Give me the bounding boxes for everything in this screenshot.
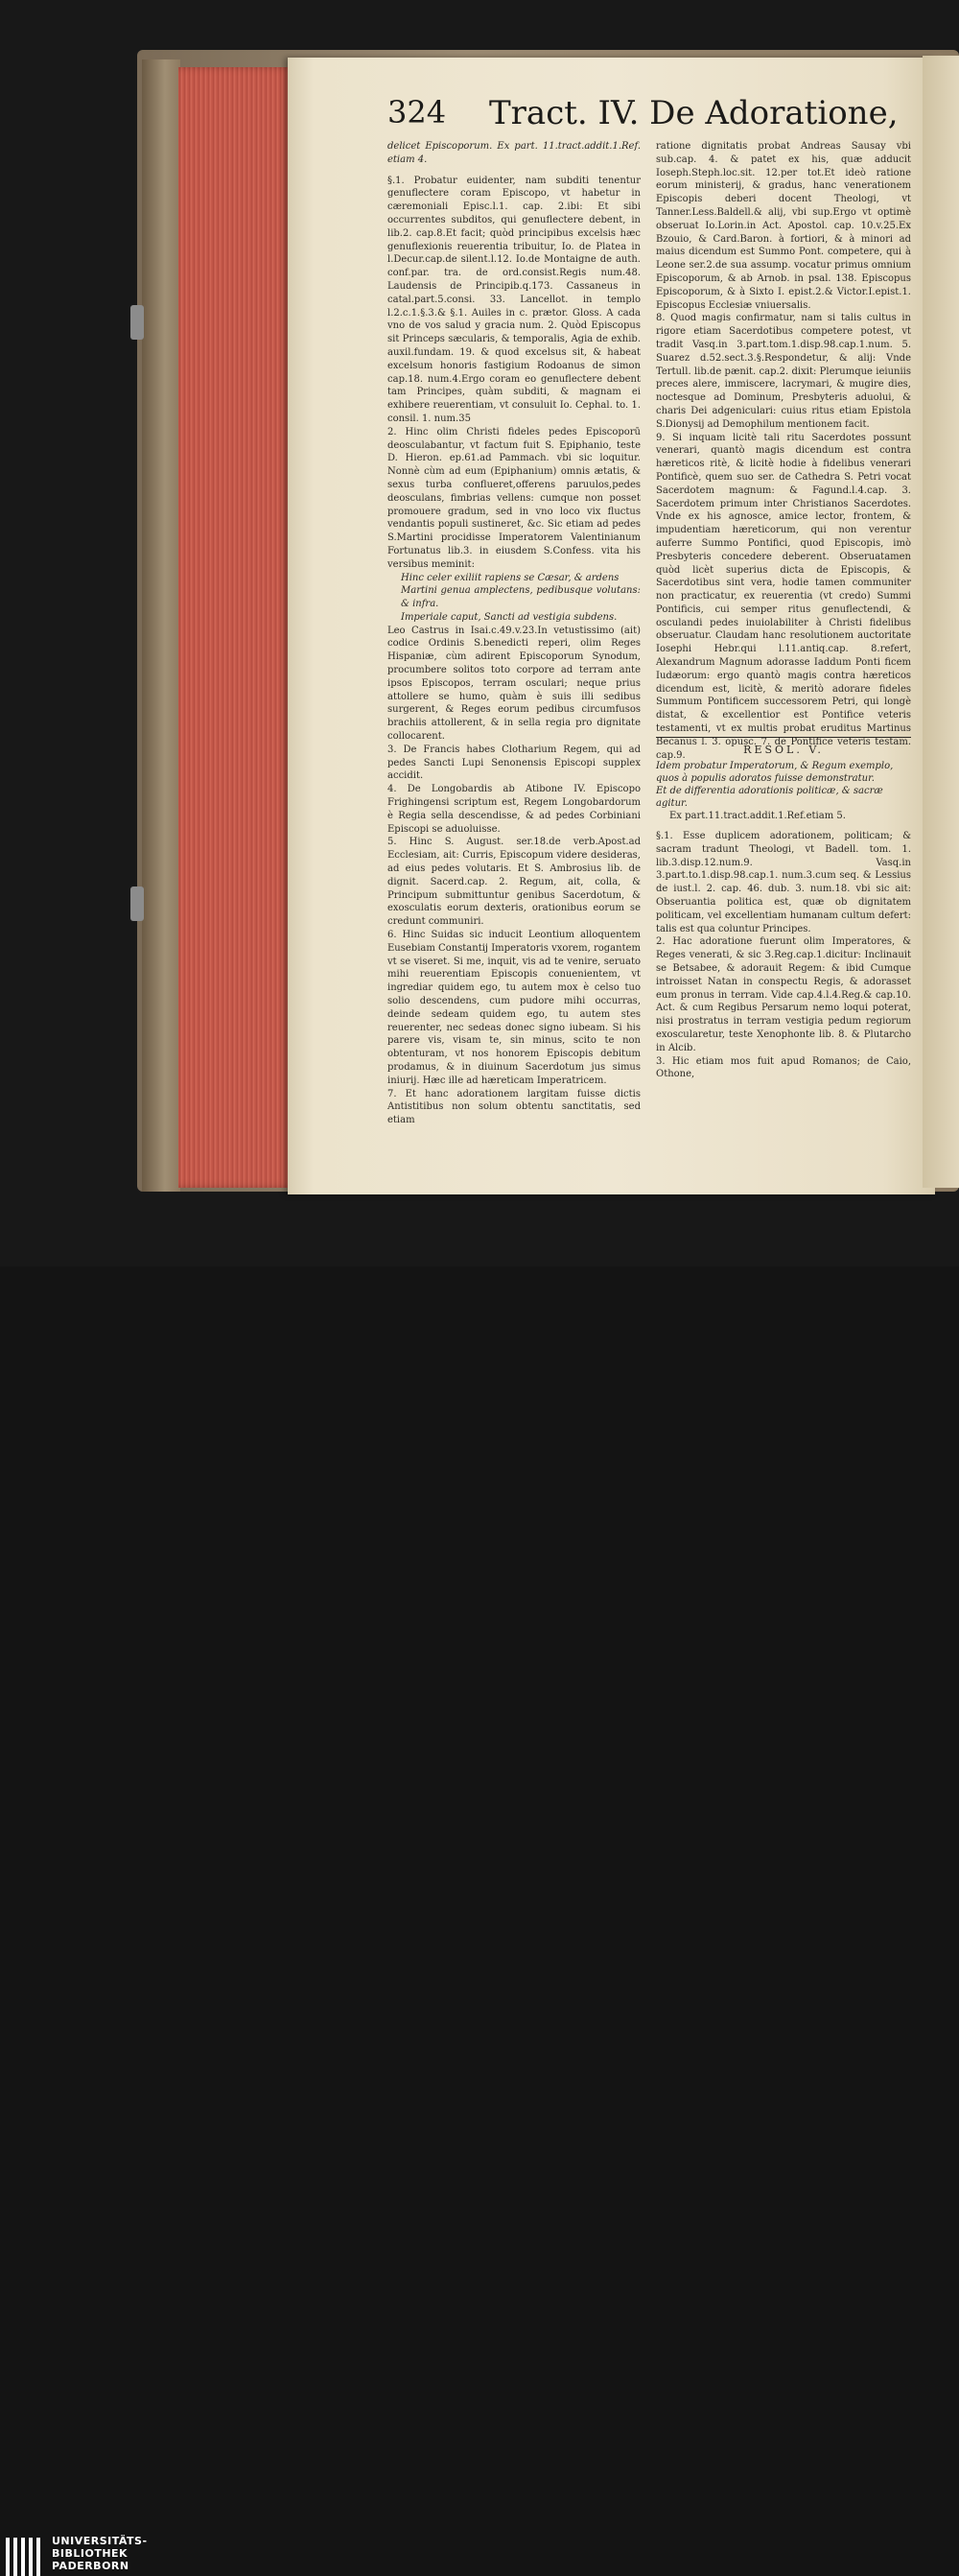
paragraph: 8. Quod magis confirmatur, nam si talis cultus in rigore etiam Sacerdotibus competere potest, vt tradit Vasq.in 3.part.tom.1.disp.98.cap.1.num. 5. Suarez d.52.sect.3.§.Respondetur, & alij: Vnde Tertull. lib.de pænit. cap.2. dixit: Plerumque ieiuniis preces alere, immiscere, lacrymari, & mugire dies, noctesque ad Dominum, Presbyteris aduolui, & charis Dei adgeniculari: cuius ritus etiam Epistola S.Dionysij ad Demophilum mentionem facit. (656, 313, 911, 430)
library-name (52, 2535, 148, 2572)
book-spine (142, 59, 180, 1192)
paragraph: 5. Hinc S. August. ser.18.de verb.Apost.ad Ecclesiam, ait: Curris, Episcopum videre desideras, ad eius pedes volutaris. Et S. Ambrosius lib. de dignit. Sacerd.cap. 2. Regum, ait, colla, & Principum submittuntur genibus Sacerdotum, & exosculatis eorum dexteris, orationibus eorum se credunt communiri. (387, 837, 641, 928)
verse-line: Martini genua amplectens, pedibusque volutans: & infra. (401, 585, 641, 610)
paragraph: 3. De Francis habes Clotharium Regem, qui ad pedes Sancti Lupi Senonensis Episcopi supplex accidit. (387, 744, 641, 782)
paragraph: 4. De Longobardis ab Atibone IV. Episcopo Frighingensi scriptum est, Regem Longobardorum è Regia sella descendisse, & ad pedes Corbiniani Episcopi se aduoluisse. (387, 784, 641, 835)
clasp-bottom (130, 886, 144, 921)
paragraph: 6. Hinc Suidas sic inducit Leontium alloquentem Eusebiam Constantij Imperatoris vxorem, rogantem vt se viseret. Si me, inquit, vis ad te venire, seruato mihi reuerentiam Episcopis conuenientem, vt ingrediar quidem ego, tu autem mox è celso tuo solio descendens, cum pudore mihi occurras, deinde sedeam quidem ego, tu autem stes reuerenter, nec sedeas donec signo iubeam. Si his parere vis, visam te, sin minus, scito te non obtenturam, vt nos honorem Episcopis debitum prodamus, & in diuinum Sacerdotum jus simus iniurij. Hæc ille ad hæreticam Imperatricem. (387, 930, 641, 1086)
library-name-line: BIBLIOTHEK (52, 2547, 129, 2560)
right-text-column (656, 140, 911, 762)
library-logo-icon (6, 2538, 46, 2576)
clasp-top (130, 305, 144, 340)
paragraph: 9. Si inquam licitè tali ritu Sacerdotes possunt venerari, quantò magis dicendum est contra hæreticos ritè, & licitè hodie à fidelibus venerari Pontificè, quem suo ser. de Cathedra S. Petri vocat Sacerdotem magnum: & Fagund.l.4.cap. 3. Sacerdotem primum inter Christianos Sacerdotes. Vnde ex his agnosce, amice lector, frontem, & impudentiam hæreticorum, qui non verentur auferre Summo Pontifici, quod Episcopis, imò Presbyteris concedere deberent. Obseruatamen quòd licèt superius dicta de Episcopis, & Sacerdotibus sint vera, hodie tamen communiter non practicatur, ex reuerentia (vt credo) Summi Pontificis, cui semper ritus genuflectendi, & osculandi pedes inuiolabiliter à Christi fidelibus obseruatur. Claudam hanc resolutionem auctoritate Iosephi Hebr.qui l.11.antiq.cap. 8.refert, Alexandrum Magnum adorasse Iaddum Ponti ficem Iudæorum: ergo quantò magis contra hæreticos dicendum est, licitè, & meritò adorare fideles Summum Pontificem successorem Petri, qui longè distat, & excellentior est Pontifice veteris testamenti, vt ex multis probat eruditus Martinus Becanus l. 3. opusc. 7. de Pontifice veteris testam. cap.9. (656, 432, 911, 761)
library-footer (0, 1266, 959, 2572)
paragraph: ratione dignitatis probat Andreas Sausay vbi sub.cap. 4. & patet ex his, quæ adducit Ioseph.Steph.loc.sit. 12.per tot.Et ideò ratione eorum ministerij, & gradus, hanc venerationem Episcopis deberi docent Theologi, vt Tanner.Less.Baldell.& alij, vbi sup.Ergo vt optimè obseruat Io.Lorin.in Act. Apostol. cap. 10.v.25.Ex Bzouio, & Card.Baron. à fortiori, & à minori ad maius dicendum est Summo Pont. competere, qui à Leone ser.2.de sua assump. vocatur primus omnium Episcoporum, & ab Arnob. in psal. 138. Episcopus Episcoporum, & à Sixto I. epist.2.& Victor.I.epist.1. Episcopus Ecclesiæ vniuersalis. (656, 141, 911, 311)
resolution-section (656, 737, 911, 1081)
paragraph: 2. Hac adoratione fuerunt olim Imperatores, & Reges venerati, & sic 3.Reg.cap.1.dicitur: Inclinauit se Betsabee, & adorauit Regem: & ibid Cumque introisset Natan in conspectu Regis, & adorasset eum pronus in terram. Vide cap.4.l.4.Reg.& cap.10. Act. & cum Regibus Persarum nemo loqui poterat, nisi prostratus in terram vestigia pedum regiorum exoscularetur, teste Xenophonte lib. 8. & Plutarcho in Alcib. (656, 936, 911, 1053)
paragraph: §.1. Esse duplicem adorationem, politicam; & sacram tradunt Theologi, vt Badell. tom. 1. lib.3.disp.12.num.9. Vasq.in 3.part.to.1.disp.98.cap.1. num.3.cum seq. & Lessius de iust.l. 2. cap. 46. dub. 3. num.18. vbi sic ait: Obseruantia politica est, quæ ob dignitatem politicam, vel excellentiam humanam cultum defert: talis est qua coluntur Principes. (656, 831, 911, 934)
left-text-column (387, 140, 641, 1127)
paragraph: Leo Castrus in Isai.c.49.v.23.In vetustissimo (ait) codice Ordinis S.benedicti reperi, olim Reges Hispaniæ, cùm adirent Episcoporum Synodum, procumbere solitos toto corpore ad terram ante ipsos Episcopos, terram osculari; neque prius attollere se humo, quàm è suis illi sedibus surgerent, & Reges eorum pedibus circumfusos brachiis attollerent, & in sella regia pro dignitate collocarent. (387, 625, 641, 743)
verse-line: Imperiale caput, Sancti ad vestigia subdens. (401, 611, 618, 623)
section-rule (656, 737, 911, 738)
library-name-line: PADERBORN (52, 2560, 129, 2572)
paragraph: 2. Hinc olim Christi fideles pedes Episcoporū deosculabantur, vt factum fuit S. Epiphanio, teste D. Hieron. ep.61.ad Pammach. vbi sic loquitur. Nonnè cùm ad eum (Epiphanium) omnis ætatis, & sexus turba conflueret,offerens paruulos,pedes deosculans, fimbrias vellens: cumque non posset promouere gradum, sed in vno loco vix fluctus vendantis populi sustineret, &c. Sic etiam ad pedes S.Martini procidisse Imperatorem Valentinianum Fortunatus lib.3. in eiusdem S.Confess. vita his versibus meminit: (387, 426, 641, 570)
book-scan (0, 0, 959, 1266)
resolution-source: Ex part.11.tract.addit.1.Ref.etiam 5. (669, 811, 846, 821)
running-title: Tract. IV. De Adoratione, (489, 94, 899, 132)
paragraph: 3. Hic etiam mos fuit apud Romanos; de Caio, Othone, (656, 1055, 911, 1080)
resolution-summary: Et de differentia adorationis politicæ, & sacræ agitur. (656, 786, 883, 809)
paragraph: 7. Et hanc adorationem largitam fuisse dictis Antistitibus non solum obtentu sanctitatis, sed etiam (387, 1088, 641, 1126)
facing-page-edge (923, 56, 959, 1188)
red-page-edges (178, 67, 295, 1188)
paragraph: delicet Episcoporum. Ex part. 11.tract.addit.1.Ref. etiam 4. (387, 141, 641, 165)
resolution-body (656, 830, 911, 1081)
verse-line: Hinc celer exiliit rapiens se Cæsar, & ardens (401, 572, 620, 583)
library-name-line: UNIVERSITÄTS- (52, 2535, 148, 2547)
page-number: 324 (387, 94, 447, 130)
resolution-title: RESOL. V. (743, 744, 824, 756)
paragraph: §.1. Probatur euidenter, nam subditi tenentur genuflectere coram Episcopo, vt habetur in cæremoniali Episc.l.1. cap. 2.ibi: Et sibi occurrentes subditos, qui genuflectere debent, in lib.2. cap.8.Et facit; quòd principibus excelsis hæc genuflexionis reuerentia tribuitur, Io. de Platea in l.Decur.cap.de silent.l.12. Io.de Montaigne de auth. conf.par. tra. de ord.consist.Regis num.48. Laudensis de Principib.q.173. Cassaneus in catal.part.5.consi. 33. Lancellot. in templo l.2.c.1.§.3.& §.1. Auiles in c. prætor. Gloss. A cada vno de vos salud y gracia num. 2. Quòd Episcopus sit Princeps sæcularis, & temporalis, Agia de exhib. auxil.fundam. 19. & quod excelsus sit, & habeat excelsum honoris fastigium Rodoanus de simon cap.18. num.4.Ergo coram eo genuflectere debent tam Principes, quàm subditi, & magnam ei exhibere reuerentiam, vt consuluit Io. Cephal. to. 1. consil. 1. num.35 (387, 175, 641, 424)
resolution-summary: Idem probatur Imperatorum, & Regum exemplo, quos à populis adoratos fuisse demonstratur. (656, 761, 894, 784)
